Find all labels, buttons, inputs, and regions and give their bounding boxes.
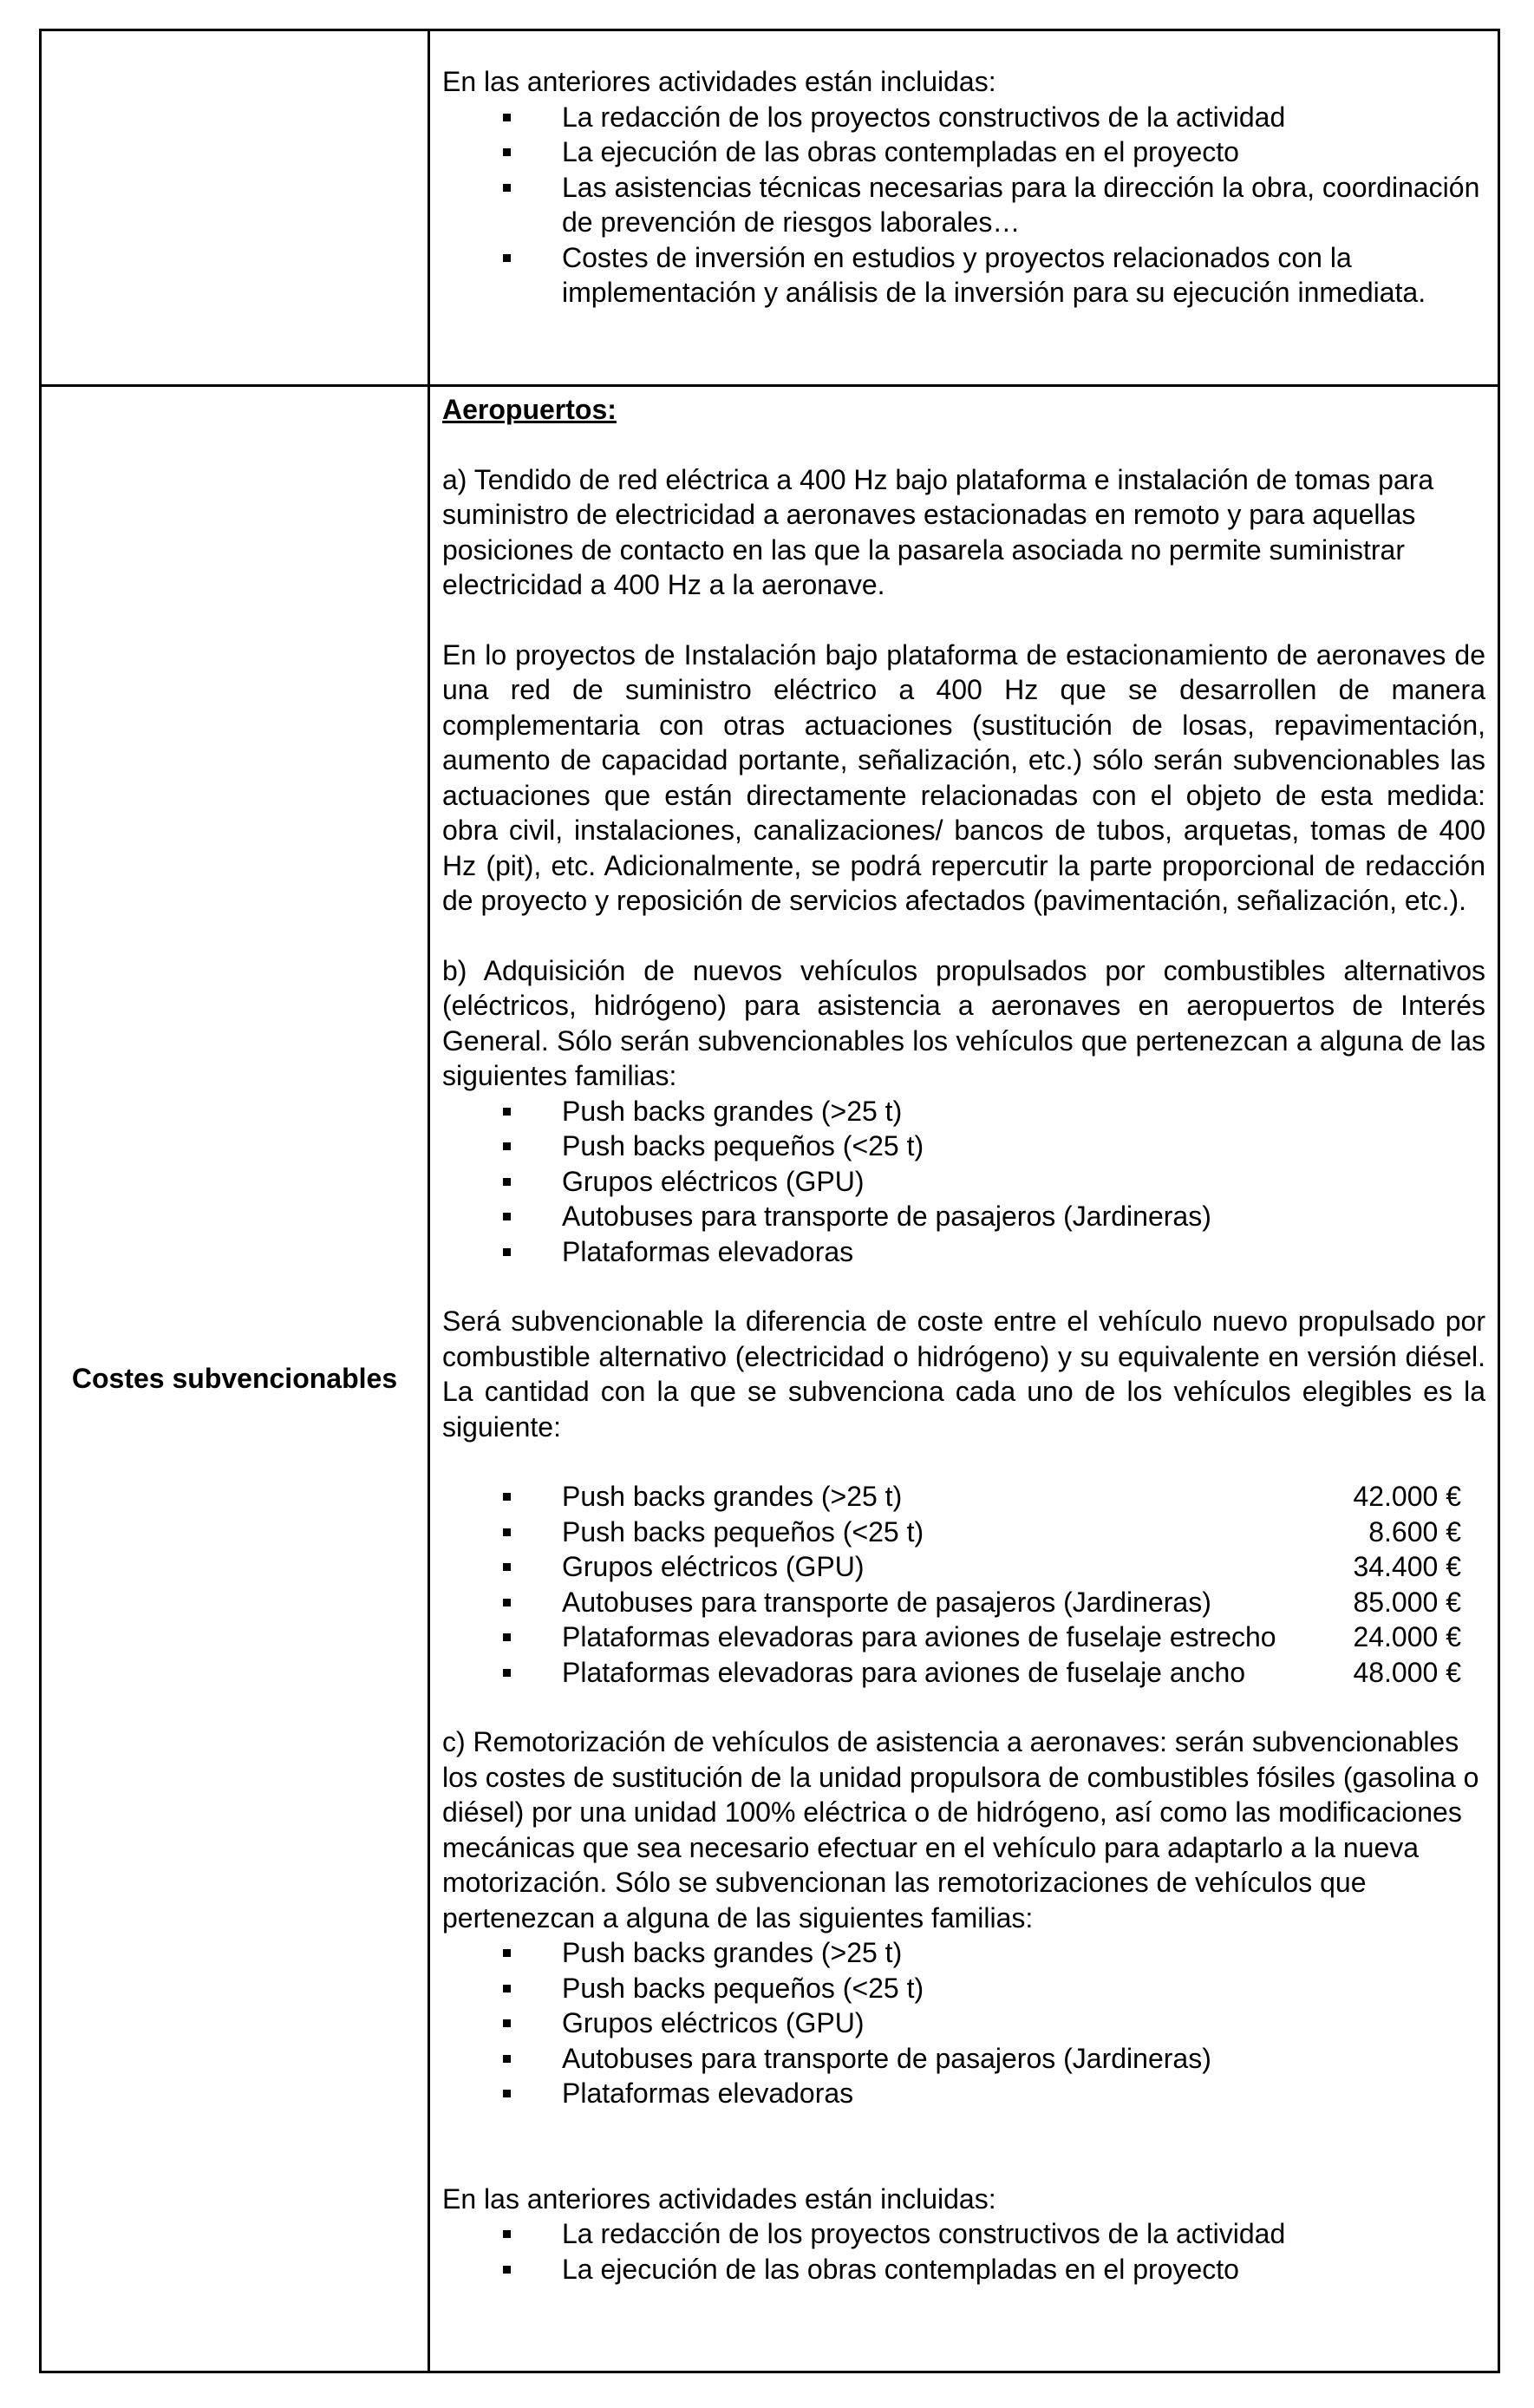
paragraph-b2: Será subvencionable la diferencia de coste entre el vehículo nuevo propulsado por combustible alternativo (electricidad o hidrógeno) y su equivalente en versión diésel. La cantidad con la que se subvenciona cada uno de los vehículos elegibles es la siguiente: xyxy=(442,1305,1485,1443)
list-item: Grupos eléctricos (GPU) xyxy=(442,2006,1485,2041)
list-item: Las asistencias técnicas necesarias para la dirección la obra, coordinación de prevención de riesgos laborales… xyxy=(442,170,1485,240)
price-item xyxy=(442,1479,1485,1515)
table-row xyxy=(41,30,1499,386)
price-item xyxy=(442,1585,1485,1620)
content-cell xyxy=(429,386,1499,2372)
price-item-value: 8.600 € xyxy=(1368,1515,1461,1548)
list-item: Push backs grandes (>25 t) xyxy=(442,1935,1485,1971)
families-list-b xyxy=(442,1094,1485,1270)
row-label: Costes subvencionables xyxy=(71,1363,398,1395)
list-item: Push backs pequeños (<25 t) xyxy=(442,1129,1485,1164)
price-item-value: 42.000 € xyxy=(1353,1481,1461,1512)
list-item: Grupos eléctricos (GPU) xyxy=(442,1164,1485,1200)
paragraph-c: c) Remotorización de vehículos de asistencia a aeronaves: serán subvencionables los costes de sustitución de la unidad propulsora de combustibles fósiles (gasolina o diésel) por una unidad 100% eléctrica o de hidrógeno, así como las modificaciones mecánicas que sea necesario efectuar en el vehículo para adaptarlo a la nueva motorización. Sólo se subvencionan las remotorizaciones de vehículos que pertenezcan a alguna de las siguientes familias: xyxy=(442,1726,1479,1934)
price-item-name: Push backs pequeños (<25 t) xyxy=(562,1515,924,1548)
paragraph-a: a) Tendido de red eléctrica a 400 Hz bajo plataforma e instalación de tomas para suministro de electricidad a aeronaves estacionadas en remoto y para aquellas posiciones de contacto en las que la pasarela asociada no permite suministrar electricidad a 400 Hz a la aeronave. xyxy=(442,463,1434,600)
list-item: Push backs grandes (>25 t) xyxy=(442,1094,1485,1129)
list-item: La ejecución de las obras contempladas en el proyecto xyxy=(442,2252,1485,2287)
list-item: La redacción de los proyectos constructivos de la actividad xyxy=(442,100,1485,135)
table-row xyxy=(41,386,1499,2372)
list-item: Autobuses para transporte de pasajeros (Jardineras) xyxy=(442,2041,1485,2077)
section-heading: Aeropuertos: xyxy=(442,394,617,425)
price-item-name: Grupos eléctricos (GPU) xyxy=(562,1551,865,1582)
price-item-value: 85.000 € xyxy=(1353,1586,1461,1618)
price-item-name: Plataformas elevadoras para aviones de fuselaje estrecho xyxy=(562,1621,1276,1652)
list-item: Costes de inversión en estudios y proyectos relacionados con la implementación y análisis de la inversión para su ejecución inmediata. xyxy=(442,240,1485,311)
paragraph-a2: En lo proyectos de Instalación bajo plataforma de estacionamiento de aeronaves de una red de suministro eléctrico a 400 Hz que se desarrollen de manera complementaria con otras actuaciones (sustitución de losas, repavimentación, aumento de capacidad portante, señalización, etc.) sólo serán subvencionables las actuaciones que están directamente relacionadas con el objeto de esta medida: obra civil, instalaciones, canalizaciones/ bancos de tubos, arquetas, tomas de 400 Hz (pit), etc. Adicionalmente, se podrá repercutir la parte proporcional de redacción de proyecto y reposición de servicios afectados (pavimentación, señalización, etc.). xyxy=(442,638,1485,916)
list-item: La ejecución de las obras contempladas en el proyecto xyxy=(442,134,1485,170)
price-list xyxy=(442,1479,1485,1690)
intro-text-2: En las anteriores actividades están incluidas: xyxy=(442,2182,996,2215)
price-item xyxy=(442,1655,1485,1691)
price-item-value: 34.400 € xyxy=(1353,1551,1461,1582)
price-item-value: 48.000 € xyxy=(1353,1656,1461,1688)
label-cell xyxy=(41,386,429,2372)
price-item-name: Push backs grandes (>25 t) xyxy=(562,1481,903,1512)
list-item: La redacción de los proyectos constructivos de la actividad xyxy=(442,2216,1485,2252)
list-item: Plataformas elevadoras xyxy=(442,2076,1485,2111)
price-item xyxy=(442,1549,1485,1585)
paragraph-b: b) Adquisición de nuevos vehículos propulsados por combustibles alternativos (eléctricos, hidrógeno) para asistencia a aeronaves en aeropuertos de Interés General. Sólo serán subvencionables los vehículos que pertenezcan a alguna de las siguientes familias: xyxy=(442,954,1485,1091)
intro-text: En las anteriores actividades están incluidas: xyxy=(442,66,996,97)
price-item xyxy=(442,1515,1485,1550)
families-list-c xyxy=(442,1935,1485,2111)
price-item-name: Autobuses para transporte de pasajeros (Jardineras) xyxy=(562,1586,1211,1618)
content-cell xyxy=(429,30,1499,386)
list-item: Plataformas elevadoras xyxy=(442,1234,1485,1270)
label-cell-empty xyxy=(41,30,429,386)
costs-table xyxy=(39,29,1500,2373)
price-item-name: Plataformas elevadoras para aviones de fuselaje ancho xyxy=(562,1656,1246,1688)
bullet-list-2 xyxy=(442,2216,1485,2287)
bullet-list xyxy=(442,100,1485,311)
list-item: Push backs pequeños (<25 t) xyxy=(442,1971,1485,2006)
list-item: Autobuses para transporte de pasajeros (Jardineras) xyxy=(442,1199,1485,1234)
price-item-value: 24.000 € xyxy=(1353,1621,1461,1652)
price-item xyxy=(442,1620,1485,1655)
